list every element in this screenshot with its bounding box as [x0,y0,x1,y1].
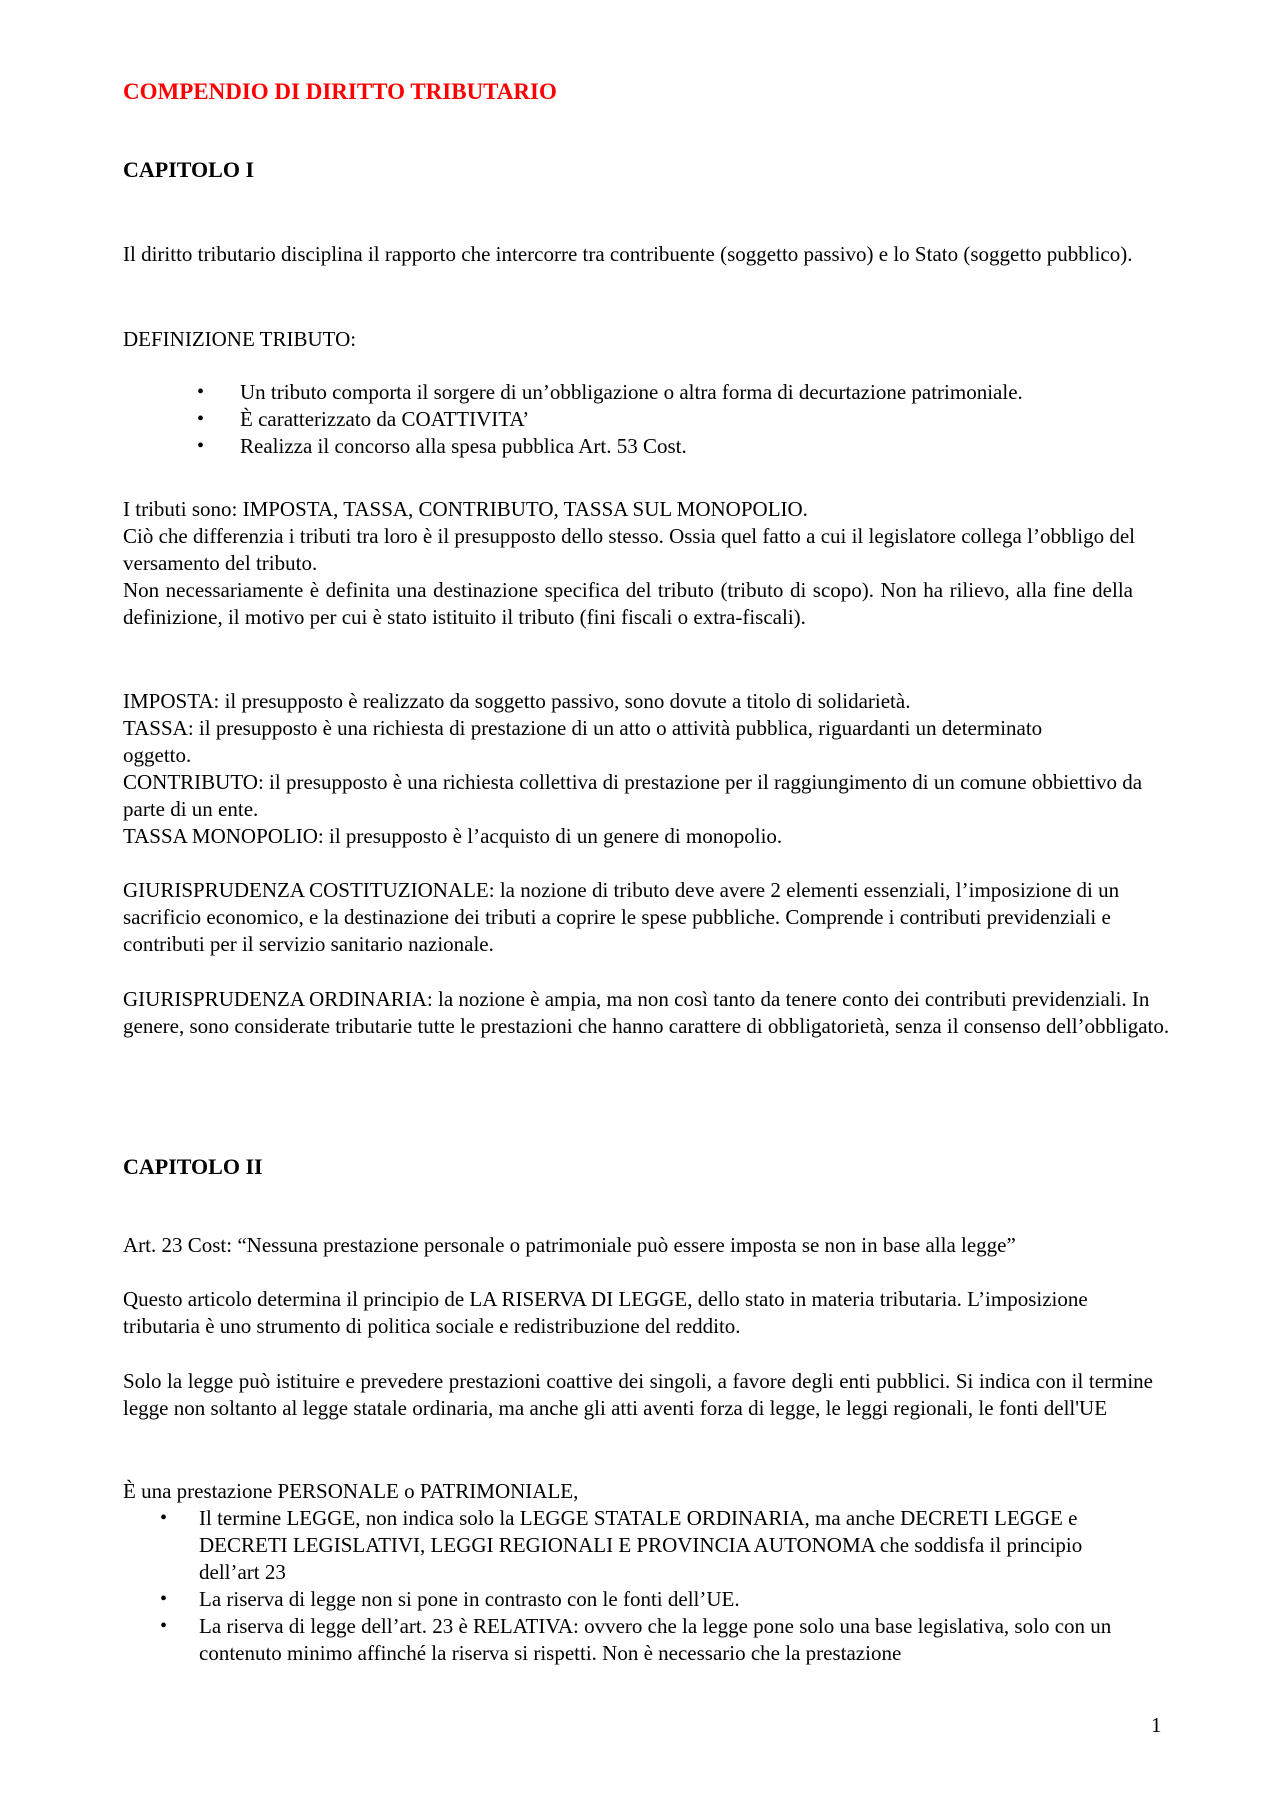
legge-list [160,1505,1120,1667]
tributi-types: I tributi sono: IMPOSTA, TASSA, CONTRIBUTO, TASSA SUL MONOPOLIO. [123,497,808,521]
list-item: • La riserva di legge non si pone in contrasto con le fonti dell’UE. [160,1587,740,1611]
chapter-1-intro: Il diritto tributario disciplina il rapporto che intercorre tra contribuente (soggetto passivo) e lo Stato (soggetto pubblico). [123,242,1133,266]
page-number: 1 [1151,1713,1162,1737]
definition-list [198,379,1158,460]
prestazione-personale: È una prestazione PERSONALE o PATRIMONIALE, [123,1479,579,1503]
tributi-destination: Non necessariamente è definita una destinazione specifica del tributo (tributo di scopo). Non ha rilievo, alla fine della definizione, il motivo per cui è stato istituito il tributo (fini fiscali o extra-fiscali). [123,578,1133,629]
chapter-1-heading: CAPITOLO I [123,157,255,182]
list-item: • È caratterizzato da COATTIVITA’ [197,407,530,431]
definition-label: DEFINIZIONE TRIBUTO: [123,327,357,351]
giurisprudenza-costituzionale: GIURISPRUDENZA COSTITUZIONALE: la nozione di tributo deve avere 2 elementi essenziali, l’imposizione di un sacrificio economico, e la destinazione dei tributi a coprire le spese pubbliche. Comprende i contributi previdenziali e contributi per il servizio sanitario nazionale. [123,878,1120,956]
def-contributo: CONTRIBUTO: il presupposto è una richiesta collettiva di prestazione per il raggiungimento di un comune obbiettivo da parte di un ente. [123,770,1143,821]
list-item: • Realizza il concorso alla spesa pubblica Art. 53 Cost. [197,434,687,458]
riserva-di-legge: Questo articolo determina il principio de LA RISERVA DI LEGGE, dello stato in materia tributaria. L’imposizione tributaria è uno strumento di politica sociale e redistribuzione del reddito. [123,1287,1088,1338]
giurisprudenza-ordinaria: GIURISPRUDENZA ORDINARIA: la nozione è ampia, ma non così tanto da tenere conto dei contributi previdenziali. In genere, sono considerate tributarie tutte le prestazioni che hanno carattere di obbligatorietà, senza il consenso dell’obbligato. [123,987,1170,1038]
solo-la-legge: Solo la legge può istituire e prevedere prestazioni coattive dei singoli, a favore degli enti pubblici. Si indica con il termine legge non soltanto al legge statale ordinaria, ma anche gli atti aventi forza di legge, le leggi regionali, le fonti dell'UE [123,1369,1153,1420]
art-23-quote: Art. 23 Cost: “Nessuna prestazione personale o patrimoniale può essere imposta se non in base alla legge” [123,1233,1016,1257]
tributi-difference: Ciò che differenzia i tributi tra loro è il presupposto dello stesso. Ossia quel fatto a cui il legislatore collega l’obbligo del versamento del tributo. [123,524,1136,575]
document-title: COMPENDIO DI DIRITTO TRIBUTARIO [123,79,557,104]
list-item: • Un tributo comporta il sorgere di un’obbligazione o altra forma di decurtazione patrimoniale. [197,380,1023,404]
def-tassa: TASSA: il presupposto è una richiesta di prestazione di un atto o attività pubblica, riguardanti un determinato oggetto. [123,716,1043,767]
def-tassa-monopolio: TASSA MONOPOLIO: il presupposto è l’acquisto di un genere di monopolio. [123,824,783,848]
chapter-2-heading: CAPITOLO II [123,1154,263,1179]
list-item: • Il termine LEGGE, non indica solo la LEGGE STATALE ORDINARIA, ma anche DECRETI LEGGE e DECRETI LEGISLATIVI, LEGGI REGIONALI E PROVINCIA AUTONOMA che soddisfa il principio dell’art 23 [160,1506,1083,1584]
list-item: • La riserva di legge dell’art. 23 è RELATIVA: ovvero che la legge pone solo una base legislativa, solo con un contenuto minimo affinché la riserva si rispetti. Non è necessario che la prestazione [160,1614,1112,1665]
def-imposta: IMPOSTA: il presupposto è realizzato da soggetto passivo, sono dovute a titolo di solidarietà. [123,689,911,713]
